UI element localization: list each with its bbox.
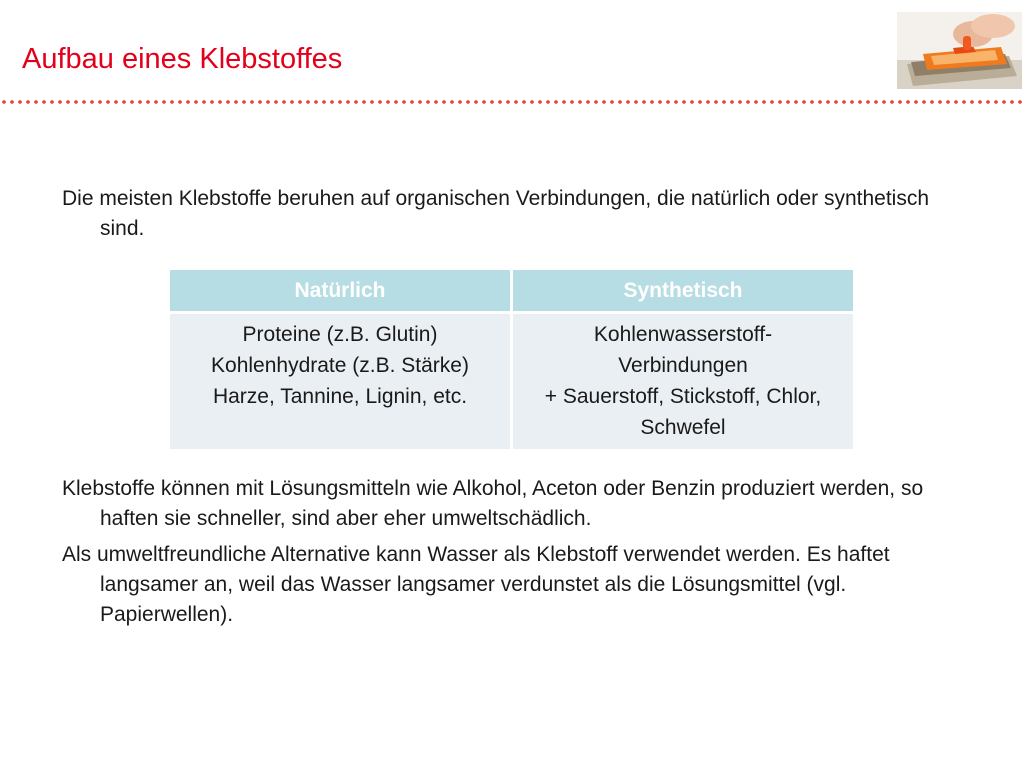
natural-item-resins: Harze, Tannine, Lignin, etc.	[212, 385, 468, 408]
table-header-row	[170, 270, 853, 313]
synthetic-line-1: Kohlenwasserstoff-	[593, 323, 773, 346]
natural-item-proteins: Proteine (z.B. Glutin)	[242, 323, 438, 346]
synthetic-line-2: Verbindungen	[618, 354, 748, 377]
slide-title: Aufbau eines Klebstoffes	[22, 43, 343, 75]
table-row	[170, 313, 853, 450]
natural-item-carbohydrates: Kohlenhydrate (z.B. Stärke)	[211, 354, 469, 377]
natural-cell	[170, 313, 512, 450]
header-synthetic: Synthetisch	[512, 270, 854, 313]
adhesive-comparison-table	[170, 270, 853, 449]
header-natural: Natürlich	[170, 270, 512, 313]
glue-applicator-photo	[897, 12, 1022, 89]
synthetic-line-3: + Sauerstoff, Stickstoff, Chlor,	[544, 385, 822, 408]
synthetic-cell	[512, 313, 854, 450]
synthetic-line-4: Schwefel	[640, 416, 726, 439]
water-alternative-paragraph: Als umweltfreundliche Alternative kann Wasser als Klebstoff verwendet werden. Es haftet langsamer an, weil das Wasser langsamer verdunstet als die Lösungsmittel (vgl. Papierwellen).	[62, 543, 890, 626]
solvent-paragraph: Klebstoffe können mit Lösungsmitteln wie Alkohol, Aceton oder Benzin produziert werden, so haften sie schneller, sind aber eher umweltschädlich.	[62, 477, 924, 530]
title-divider	[0, 99, 1024, 105]
intro-paragraph: Die meisten Klebstoffe beruhen auf organischen Verbindungen, die natürlich oder synthetisch sind.	[62, 187, 930, 240]
